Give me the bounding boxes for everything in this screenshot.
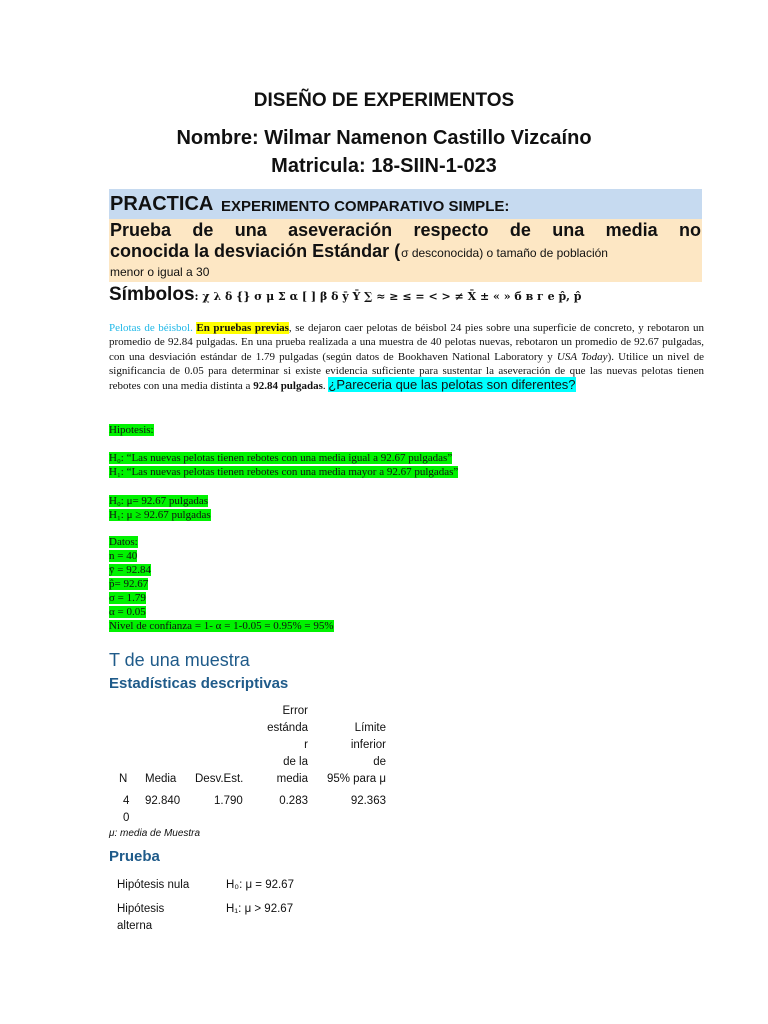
header-line: Error bbox=[282, 705, 308, 717]
paragraph-bold-value: 92.84 pulgadas bbox=[253, 380, 323, 393]
cell-limite: 92.363 bbox=[350, 795, 386, 807]
h1-text-line bbox=[109, 463, 458, 479]
symbols-line bbox=[109, 284, 582, 306]
datos-ybar: ȳ = 92.84 bbox=[109, 564, 151, 576]
label-line: Hipótesis bbox=[117, 903, 165, 915]
label-line: alterna bbox=[117, 920, 153, 932]
hypothesis-label: Hipotesis: bbox=[109, 424, 154, 436]
paragraph-body: , se dejaron caer pelotas de béisbol 24 pies sobre una superficie de concreto, y rebotaron un promedio de 92.84 pulgadas. En una prueba realizada a una muestra de 40 pelotas nuevas, rebotaron un promedio de 92.67 pulgadas, con una desviación estándar de 1.79 pulgadas (según datos de Bookhaven National Laboratory y bbox=[109, 322, 705, 363]
hypothesis-label-line bbox=[109, 421, 154, 437]
symbols-label: Símbolos bbox=[109, 284, 195, 305]
problem-paragraph bbox=[109, 321, 704, 393]
paragraph-lead: Pelotas de béisbol. bbox=[109, 322, 193, 334]
hipotesis-nula-label: Hipótesis nula bbox=[117, 879, 190, 891]
h0-math: H₀: μ= 92.67 pulgadas bbox=[109, 495, 209, 507]
header-line: r bbox=[304, 739, 308, 751]
prueba-line-2-note: σ desconocida) o tamaño de población bbox=[401, 246, 608, 260]
section-subtitle: Estadísticas descriptivas bbox=[109, 675, 289, 692]
header-line: de la bbox=[283, 756, 308, 768]
header-line: estánda bbox=[267, 722, 308, 734]
cell-desv: 1.790 bbox=[214, 795, 243, 807]
h1-math: H₁: μ ≥ 92.67 pulgadas bbox=[109, 509, 211, 521]
datos-sigma: σ = 1.79 bbox=[109, 592, 146, 604]
student-id: Matricula: 18-SIIN-1-023 bbox=[271, 155, 497, 177]
document-title: DISEÑO DE EXPERIMENTOS bbox=[253, 90, 515, 111]
prueba-line-1: Prueba de una aseveración respecto de una media no bbox=[110, 220, 701, 240]
header-line: inferior bbox=[350, 739, 386, 751]
header-line: media bbox=[276, 773, 308, 785]
paragraph-period: . bbox=[322, 380, 326, 393]
col-header-limite bbox=[310, 720, 386, 788]
symbols-list: : χ λ δ {} σ μ Σ α [ ] β δ ȳ Ȳ ∑ ≈ ≥ ≤ = < > ≠ X̄ ± « » б в г е p̂, p̂ bbox=[194, 290, 582, 303]
h1-math-line bbox=[109, 506, 211, 522]
cell-media: 92.840 bbox=[145, 795, 181, 807]
prueba-band bbox=[109, 219, 702, 282]
datos-confianza: Nivel de confianza = 1- α = 1-0.05 = 0.95% = 95% bbox=[109, 620, 334, 632]
practica-subtitle: EXPERIMENTO COMPARATIVO SIMPLE: bbox=[221, 198, 510, 215]
student-name: Nombre: Wilmar Namenon Castillo Vizcaíno bbox=[176, 127, 592, 149]
hipotesis-alterna-value: H₁: μ > 92.67 bbox=[226, 903, 294, 915]
hipotesis-nula-value: H₀: μ = 92.67 bbox=[226, 879, 294, 891]
prueba-title: Prueba bbox=[109, 848, 160, 865]
datos-phat: p̂= 92.67 bbox=[109, 578, 149, 590]
datos-alpha: α = 0.05 bbox=[109, 606, 146, 618]
datos-line bbox=[109, 617, 334, 633]
paragraph-body-2: ). Utilice un nivel de significancia de 0.05 para determinar si existe evidencia suficiente para sustentar la aseveración de que las nuevas pelotas tienen rebotes con una media distinta a bbox=[109, 350, 704, 393]
paragraph-highlight: En pruebas previas bbox=[196, 322, 289, 334]
header-line: 95% para μ bbox=[326, 773, 386, 785]
prueba-line-3: menor o igual a 30 bbox=[110, 265, 210, 279]
cell-n-line: 4 bbox=[123, 795, 130, 807]
section-title: T de una muestra bbox=[109, 650, 250, 670]
datos-n: n = 40 bbox=[109, 550, 138, 562]
col-header-desv: Desv.Est. bbox=[195, 773, 244, 785]
prueba-line-2-main: conocida la desviación Estándar ( bbox=[110, 241, 401, 261]
prueba-line-2 bbox=[110, 241, 701, 262]
header-line: de bbox=[373, 756, 386, 768]
paragraph-question: ¿Pareceria que las pelotas son diferentes? bbox=[328, 377, 576, 393]
cell-error: 0.283 bbox=[279, 795, 308, 807]
paragraph-source: USA Today bbox=[556, 350, 608, 363]
cell-n bbox=[123, 793, 129, 827]
datos-label: Datos: bbox=[109, 536, 138, 548]
practica-label: PRACTICA bbox=[110, 193, 214, 215]
practica-band bbox=[109, 189, 702, 219]
col-header-media: Media bbox=[145, 773, 177, 785]
h0-text: H₀: “Las nuevas pelotas tienen rebotes con una media igual a 92.67 pulgadas” bbox=[109, 452, 453, 464]
col-header-error bbox=[256, 703, 308, 788]
h1-text: H₁: “Las nuevas pelotas tienen rebotes con una media mayor a 92.67 pulgadas” bbox=[109, 466, 459, 478]
header-line: Límite bbox=[354, 722, 386, 734]
table-footnote: μ: media de Muestra bbox=[109, 828, 201, 839]
cell-n-line: 0 bbox=[123, 812, 130, 824]
col-header-n: N bbox=[119, 773, 128, 785]
hipotesis-alterna-label bbox=[117, 901, 164, 935]
